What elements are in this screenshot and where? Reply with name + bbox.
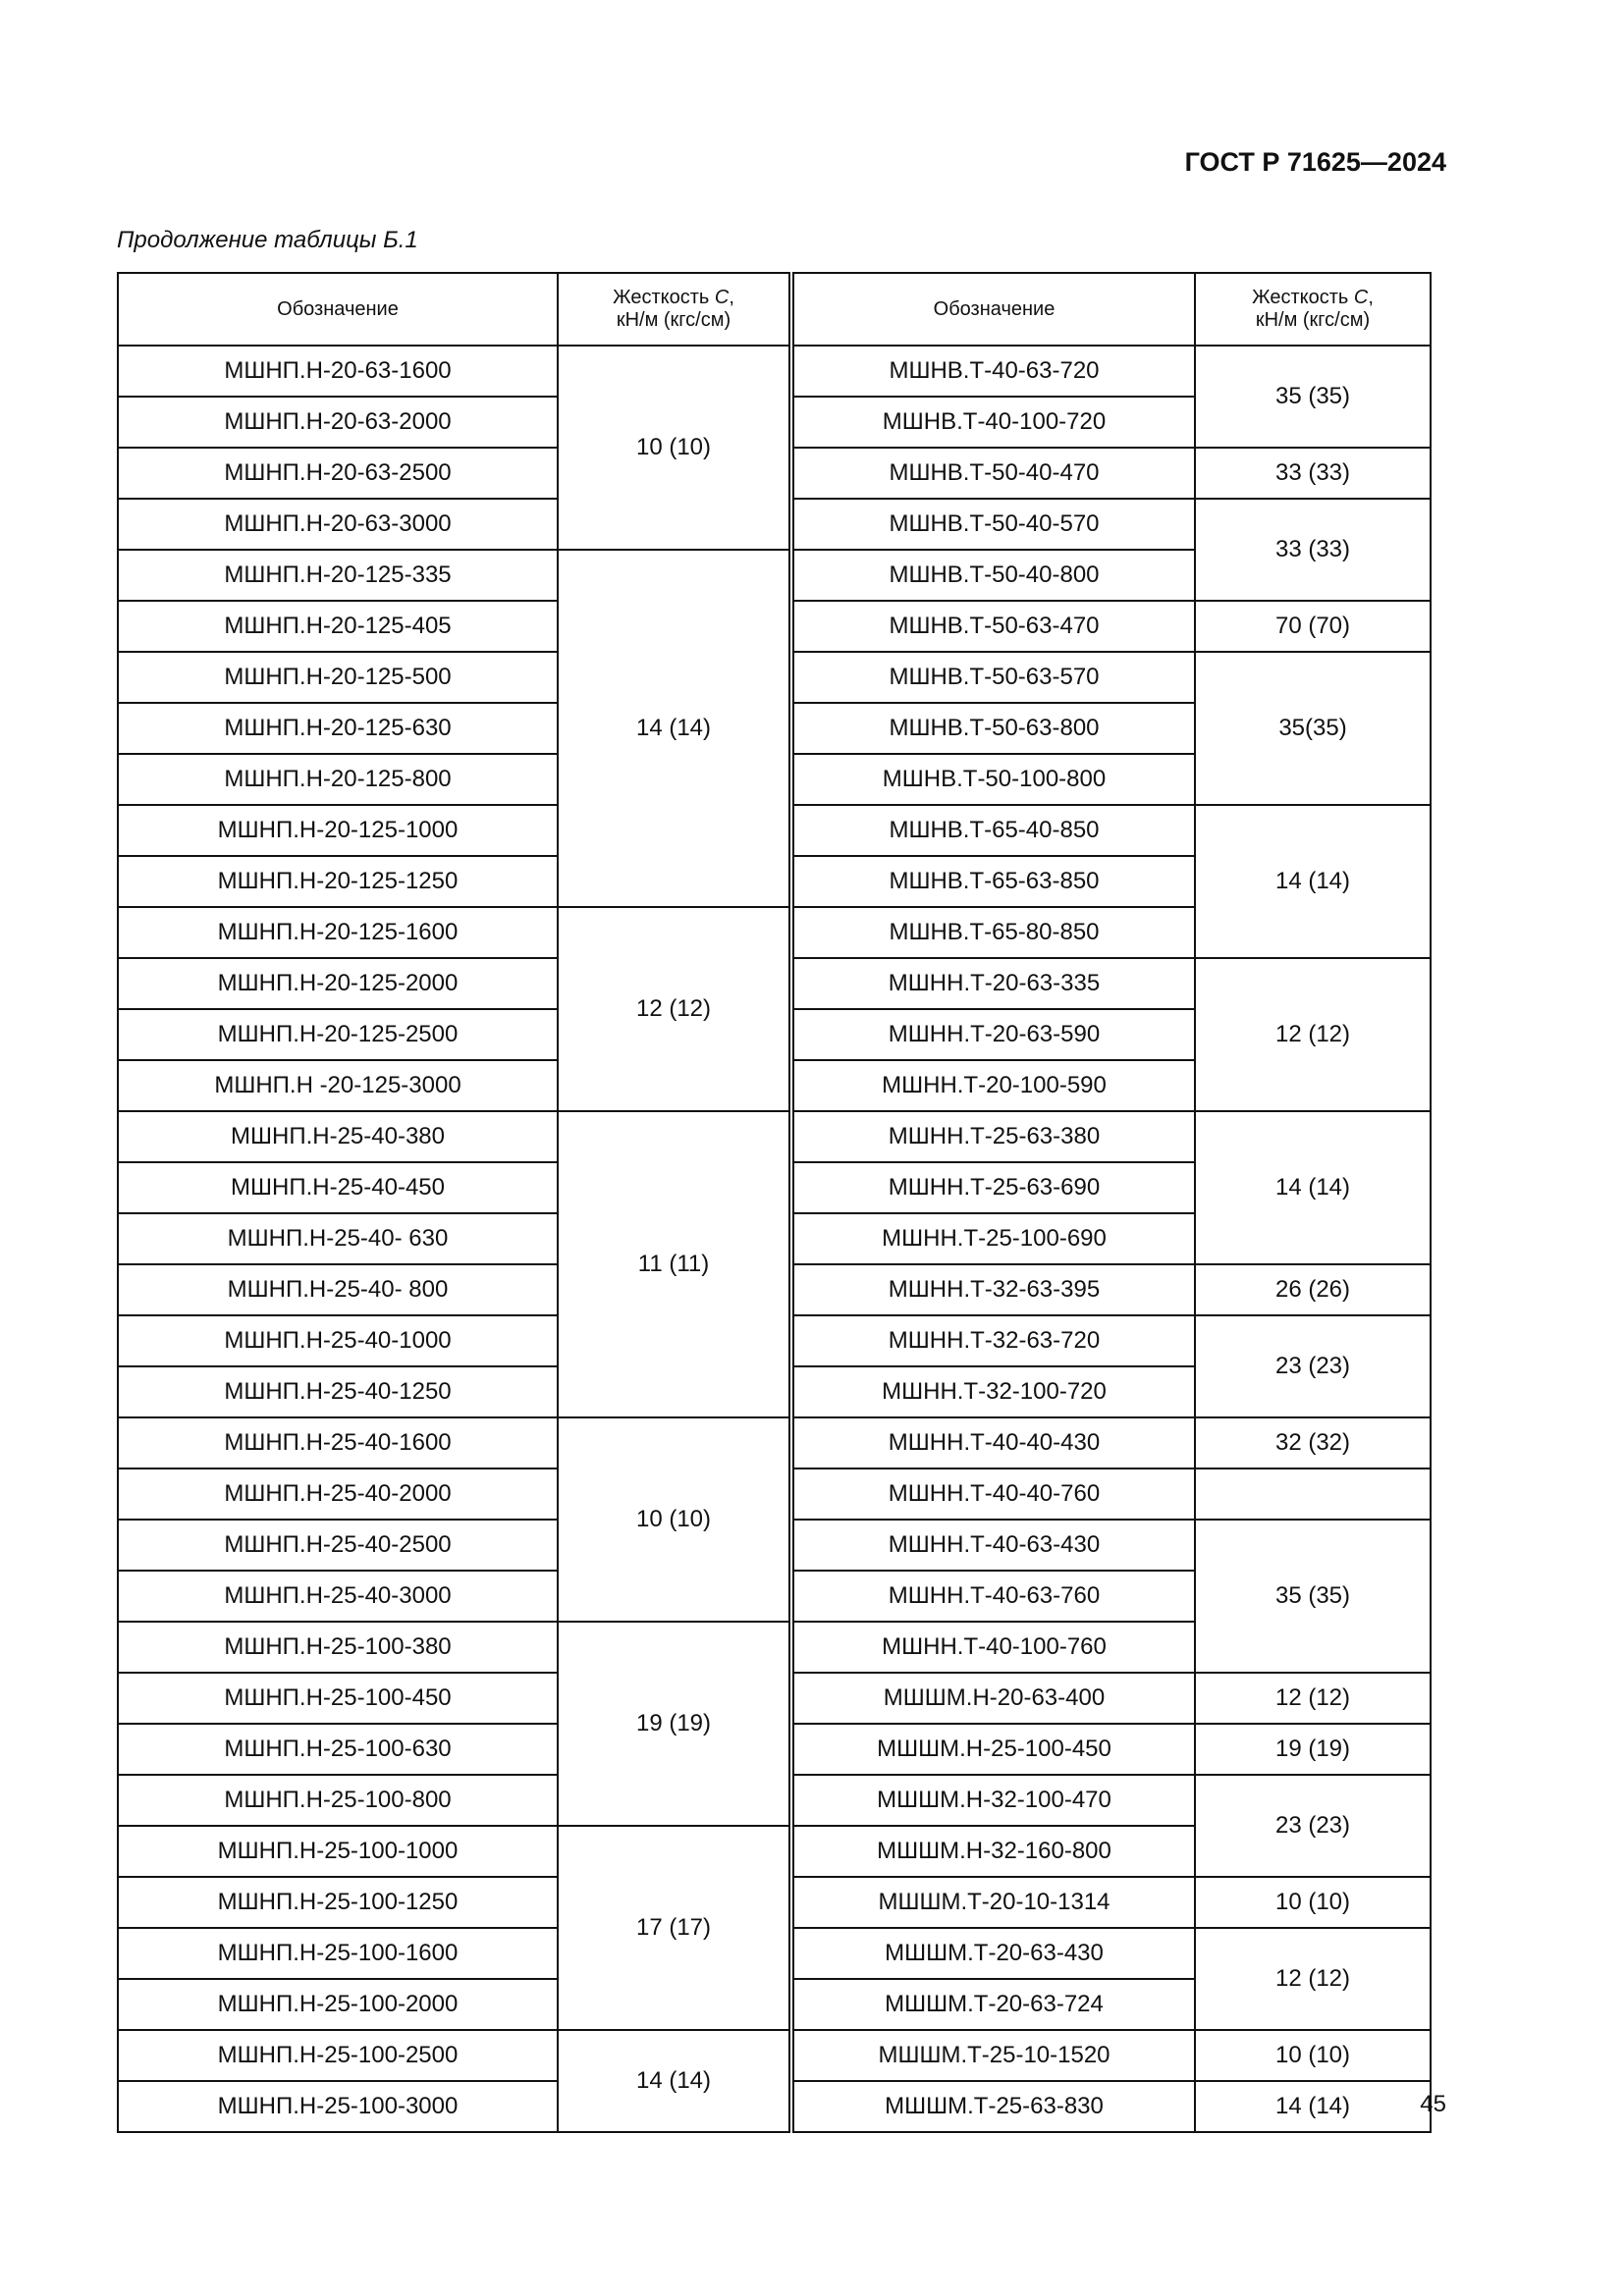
stiffness-cell-right: 70 (70) <box>1195 601 1431 652</box>
table-row <box>118 1417 1431 1468</box>
designation-cell-right: МШНН.Т-25-63-690 <box>791 1162 1195 1213</box>
designation-cell-left: МШНП.Н-25-100-630 <box>118 1724 558 1775</box>
stiffness-cell-right: 32 (32) <box>1195 1417 1431 1468</box>
designation-cell-left: МШНП.Н-20-125-405 <box>118 601 558 652</box>
stiffness-cell-right: 23 (23) <box>1195 1775 1431 1877</box>
designation-cell-right: МШНВ.Т-65-63-850 <box>791 856 1195 907</box>
header-stiffness-left: Жесткость С, кН/м (кгс/см) <box>558 273 791 346</box>
table-row <box>118 1111 1431 1162</box>
designation-cell-left: МШНП.Н-20-125-1000 <box>118 805 558 856</box>
designation-cell-right: МШНН.Т-25-63-380 <box>791 1111 1195 1162</box>
designation-cell-right: МШНВ.Т-50-100-800 <box>791 754 1195 805</box>
designation-cell-right: МШНВ.Т-50-40-570 <box>791 499 1195 550</box>
designation-cell-right: МШНН.Т-25-100-690 <box>791 1213 1195 1264</box>
designation-cell-left: МШНП.Н-25-100-2000 <box>118 1979 558 2030</box>
stiffness-cell-right: 35 (35) <box>1195 346 1431 448</box>
designation-cell-left: МШНП.Н-25-40-380 <box>118 1111 558 1162</box>
designation-cell-left: МШНП.Н-25-40-1600 <box>118 1417 558 1468</box>
designation-cell-right: МШШМ.Т-20-10-1314 <box>791 1877 1195 1928</box>
stiffness-cell-right: 14 (14) <box>1195 2081 1431 2132</box>
stiffness-cell-right: 10 (10) <box>1195 2030 1431 2081</box>
stiffness-cell-right: 19 (19) <box>1195 1724 1431 1775</box>
designation-cell-right: МШНН.Т-40-63-430 <box>791 1520 1195 1571</box>
designation-cell-right: МШНН.Т-40-40-430 <box>791 1417 1195 1468</box>
stiffness-cell-right <box>1195 1468 1431 1520</box>
table-row <box>118 346 1431 397</box>
designation-cell-right: МШНВ.Т-50-40-800 <box>791 550 1195 601</box>
designation-cell-left: МШНП.Н-25-40-450 <box>118 1162 558 1213</box>
designation-cell-left: МШНП.Н-20-125-2000 <box>118 958 558 1009</box>
designation-cell-left: МШНП.Н -20-125-3000 <box>118 1060 558 1111</box>
designation-cell-left: МШНП.Н-20-125-2500 <box>118 1009 558 1060</box>
designation-cell-right: МШШМ.Н-32-100-470 <box>791 1775 1195 1826</box>
designation-cell-right: МШНВ.Т-50-63-800 <box>791 703 1195 754</box>
designation-cell-right: МШШМ.Т-25-63-830 <box>791 2081 1195 2132</box>
designation-cell-right: МШНВ.Т-50-40-470 <box>791 448 1195 499</box>
designation-cell-right: МШНВ.Т-40-100-720 <box>791 397 1195 448</box>
designation-cell-right: МШНН.Т-32-63-395 <box>791 1264 1195 1315</box>
stiffness-table <box>117 272 1432 2133</box>
designation-cell-left: МШНП.Н-25-40- 800 <box>118 1264 558 1315</box>
designation-cell-right: МШШМ.Н-20-63-400 <box>791 1673 1195 1724</box>
stiffness-cell-left: 12 (12) <box>558 907 791 1111</box>
table-header-row <box>118 273 1431 346</box>
designation-cell-right: МШНН.Т-40-63-760 <box>791 1571 1195 1622</box>
designation-cell-left: МШНП.Н-25-40-2000 <box>118 1468 558 1520</box>
designation-cell-left: МШНП.Н-20-125-335 <box>118 550 558 601</box>
designation-cell-right: МШНВ.Т-65-40-850 <box>791 805 1195 856</box>
header-stiffness-right: Жесткость С, кН/м (кгс/см) <box>1195 273 1431 346</box>
stiffness-cell-right: 35 (35) <box>1195 1520 1431 1673</box>
stiffness-cell-right: 10 (10) <box>1195 1877 1431 1928</box>
designation-cell-right: МШШМ.Н-25-100-450 <box>791 1724 1195 1775</box>
designation-cell-right: МШНН.Т-32-100-720 <box>791 1366 1195 1417</box>
page-number: 45 <box>1420 2091 1446 2117</box>
designation-cell-left: МШНП.Н-20-125-630 <box>118 703 558 754</box>
designation-cell-right: МШШМ.Т-25-10-1520 <box>791 2030 1195 2081</box>
stiffness-cell-right: 33 (33) <box>1195 448 1431 499</box>
stiffness-cell-left: 14 (14) <box>558 2030 791 2132</box>
stiffness-cell-right: 14 (14) <box>1195 805 1431 958</box>
designation-cell-left: МШНП.Н-25-100-1250 <box>118 1877 558 1928</box>
designation-cell-right: МШШМ.Т-20-63-724 <box>791 1979 1195 2030</box>
stiffness-cell-left: 14 (14) <box>558 550 791 907</box>
designation-cell-left: МШНП.Н-25-40- 630 <box>118 1213 558 1264</box>
table-body <box>118 346 1431 2132</box>
header-designation-right: Обозначение <box>791 273 1195 346</box>
designation-cell-right: МШНВ.Т-40-63-720 <box>791 346 1195 397</box>
designation-cell-right: МШНВ.Т-50-63-570 <box>791 652 1195 703</box>
designation-cell-left: МШНП.Н-20-63-2500 <box>118 448 558 499</box>
designation-cell-left: МШНП.Н-25-100-1000 <box>118 1826 558 1877</box>
designation-cell-left: МШНП.Н-25-40-3000 <box>118 1571 558 1622</box>
stiffness-cell-right: 12 (12) <box>1195 1928 1431 2030</box>
designation-cell-left: МШНП.Н-20-63-1600 <box>118 346 558 397</box>
designation-cell-left: МШНП.Н-20-125-800 <box>118 754 558 805</box>
stiffness-cell-left: 19 (19) <box>558 1622 791 1826</box>
table-caption: Продолжение таблицы Б.1 <box>117 227 418 253</box>
designation-cell-left: МШНП.Н-25-40-1250 <box>118 1366 558 1417</box>
stiffness-cell-right: 33 (33) <box>1195 499 1431 601</box>
stiffness-cell-right: 14 (14) <box>1195 1111 1431 1264</box>
designation-cell-left: МШНП.Н-20-125-1600 <box>118 907 558 958</box>
stiffness-cell-left: 17 (17) <box>558 1826 791 2030</box>
designation-cell-right: МШШМ.Н-32-160-800 <box>791 1826 1195 1877</box>
designation-cell-right: МШНН.Т-20-63-590 <box>791 1009 1195 1060</box>
stiffness-cell-left: 11 (11) <box>558 1111 791 1417</box>
designation-cell-right: МШШМ.Т-20-63-430 <box>791 1928 1195 1979</box>
designation-cell-left: МШНП.Н-25-100-380 <box>118 1622 558 1673</box>
table-row <box>118 2030 1431 2081</box>
designation-cell-left: МШНП.Н-20-125-500 <box>118 652 558 703</box>
designation-cell-left: МШНП.Н-25-40-1000 <box>118 1315 558 1366</box>
designation-cell-right: МШНВ.Т-50-63-470 <box>791 601 1195 652</box>
designation-cell-left: МШНП.Н-25-100-1600 <box>118 1928 558 1979</box>
stiffness-cell-right: 23 (23) <box>1195 1315 1431 1417</box>
designation-cell-right: МШНВ.Т-65-80-850 <box>791 907 1195 958</box>
designation-cell-left: МШНП.Н-20-63-3000 <box>118 499 558 550</box>
stiffness-cell-left: 10 (10) <box>558 346 791 550</box>
designation-cell-right: МШНН.Т-40-100-760 <box>791 1622 1195 1673</box>
designation-cell-right: МШНН.Т-40-40-760 <box>791 1468 1195 1520</box>
designation-cell-left: МШНП.Н-25-100-450 <box>118 1673 558 1724</box>
designation-cell-right: МШНН.Т-20-100-590 <box>791 1060 1195 1111</box>
stiffness-cell-right: 26 (26) <box>1195 1264 1431 1315</box>
header-designation-left: Обозначение <box>118 273 558 346</box>
designation-cell-left: МШНП.Н-25-40-2500 <box>118 1520 558 1571</box>
designation-cell-left: МШНП.Н-20-63-2000 <box>118 397 558 448</box>
designation-cell-left: МШНП.Н-25-100-3000 <box>118 2081 558 2132</box>
designation-cell-right: МШНН.Т-32-63-720 <box>791 1315 1195 1366</box>
document-code: ГОСТ Р 71625—2024 <box>1184 147 1446 177</box>
stiffness-cell-right: 12 (12) <box>1195 1673 1431 1724</box>
designation-cell-left: МШНП.Н-25-100-800 <box>118 1775 558 1826</box>
stiffness-cell-right: 35(35) <box>1195 652 1431 805</box>
stiffness-cell-left: 10 (10) <box>558 1417 791 1622</box>
stiffness-cell-right: 12 (12) <box>1195 958 1431 1111</box>
designation-cell-left: МШНП.Н-20-125-1250 <box>118 856 558 907</box>
designation-cell-left: МШНП.Н-25-100-2500 <box>118 2030 558 2081</box>
designation-cell-right: МШНН.Т-20-63-335 <box>791 958 1195 1009</box>
